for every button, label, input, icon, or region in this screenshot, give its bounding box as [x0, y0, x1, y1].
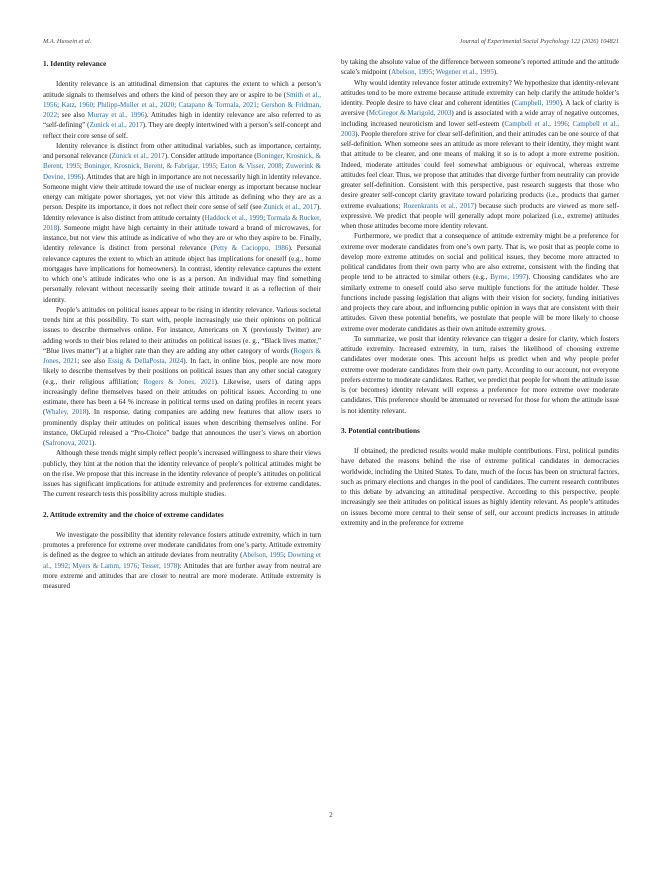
paragraph: To summarize, we posit that identity relevance can trigger a desire for clarity, which fosters attitude extremity. Increased extremity, in turn, raises the likelihood of choosing extreme candidates over moderate ones. This account helps us predict when and why people prefer extreme over moderate candidates from their own party. According to our account, not everyone prefers extreme to moderate candidates. Rather, we predict that people for whom the attitude issue is (or becomes) identity relevant will express a preference for more extreme over moderate candidates. This preference should be attenuated or reversed for those for whom the attitude issue is not identity relevant.: [341, 334, 619, 415]
citation-link[interactable]: Smith et al., 1956: [43, 90, 321, 109]
text-segment: People’s attitudes on political issues appear to be rising in identity relevance. Various societal trends hint at this possibility. To start with, people increasingly use their opinions on political issues to describe themselves online. For instance, Americans on X (previously Twitter) are adding words to their bios related to their attitudes on political issues (e. g., “Black lives matter,” “Blue lives matter”) at a higher rate than they are adding any other category of words (: [43, 305, 321, 355]
text-segment: ; see also: [77, 357, 108, 365]
paragraph: [341, 231, 619, 334]
text-segment: ;: [283, 551, 288, 560]
citation-link[interactable]: Campbell et al., 2003: [341, 119, 619, 138]
text-segment: ). Someone might have high certainty in their attitude toward a brand of microwaves, for instance, but not view this attitude as indicative of who they are or who they aspire to be. Finally, identity relevance is distinct from personal relevance (: [43, 223, 321, 253]
citation-link[interactable]: Katz, 1960: [61, 100, 93, 109]
citation-link[interactable]: Safronova, 2021: [45, 439, 92, 447]
text-segment: ;: [174, 100, 179, 109]
citation-link[interactable]: Catapano & Tormala, 2021: [178, 100, 257, 109]
citation-link[interactable]: Campbell et al., 1996: [504, 119, 568, 128]
paragraph: [43, 530, 321, 592]
citation-link[interactable]: Myers & Lamm, 1976: [72, 561, 138, 570]
paragraph: [341, 78, 619, 232]
text-segment: ) because such products are viewed as more self-expressive. We predict that people will generally adopt more polarized (i.e., extreme) attitudes when those attitudes become more identity relevant.: [341, 201, 619, 230]
text-segment: ). In fact, in online bios, people are now more likely to describe themselves by their positions on political issues than any other social category (e.g., their religious affiliation;: [43, 357, 321, 386]
citation-link[interactable]: Whaley, 2018: [45, 408, 87, 417]
text-segment: ). They are deeply intertwined with a person’s self-concept and reflect their core sense of self.: [43, 121, 321, 140]
paragraph: If obtained, the predicted results would make multiple contributions. First, political pundits have debated the reasons behind the rise of extreme political candidates in democracies worldwide, including the United States. To date, much of the focus has been on structural factors, such as primary elections and changes in the pool of candidates. The current research contributes to this debate by advancing an attitudinal perspective. According to this perspective, people increasingly see their attitudes on political issues as highly identity relevant. As people’s attitudes on issues become more central to their sense of self, our account predicts increases in attitude extremity and in the preference for extreme: [341, 447, 619, 527]
citation-link[interactable]: Zunick et al., 2017: [89, 121, 143, 130]
section-3-heading: 3. Potential contributions: [341, 425, 420, 435]
text-segment: ;: [79, 162, 85, 171]
right-column: [341, 57, 619, 528]
text-segment: ): Attitudes that are further away from neutral are more extreme and attitudes that are closer to neutral are more moderate. Attitude extremity is measured: [43, 561, 322, 590]
citation-link[interactable]: Eaton & Visser, 2008: [220, 162, 282, 171]
text-segment: ).: [91, 439, 97, 447]
citation-link[interactable]: Haddock et al., 1999: [204, 213, 264, 222]
text-segment: ).: [493, 68, 498, 77]
text-segment: ). A lack of clarity is aversive (: [341, 99, 619, 118]
text-segment: ;: [57, 100, 62, 109]
citation-link[interactable]: Tormala & Rucker, 2018: [43, 213, 322, 232]
text-segment: by taking the absolute value of the difference between someone’s reported attitude and the attitude scale’s midpoint (: [341, 58, 619, 77]
paragraph: [43, 79, 321, 141]
text-segment: ;: [432, 68, 436, 77]
running-header-authors: M.A. Hussein et al.: [43, 38, 92, 45]
text-segment: ). Consider attitude importance (: [164, 152, 257, 160]
citation-link[interactable]: Zunick et al., 2017: [263, 203, 317, 212]
citation-link[interactable]: Abelson, 1995: [391, 68, 433, 77]
running-header-journal: Journal of Experimental Social Psychology 122 (2026) 104821: [459, 38, 619, 45]
text-segment: ). People therefore strive for clear self-definition, and their attitudes can be one source of that self-definition. When someone sees an attitude as more relevant to their identity, they might want that attitude to be clearer, and one means of making it so is to adopt a more extreme position. Indeed, moderate attitudes could feel somewhat ambiguous or equivocal, whereas extreme attitudes feel clear. Thus, we propose that attitudes that diverge further from neutrality can provide greater self-definition. Consistent with this perspective, past research suggests that those who desire greater self-concept clarity gravitate toward polarizing products (i.e., products that garner extreme evaluations;: [341, 129, 619, 210]
citation-link[interactable]: Byrne, 1997: [490, 273, 527, 282]
citation-link[interactable]: Boninger, Krosnick, & Berent, 1995: [43, 152, 321, 171]
text-segment: ;: [256, 100, 262, 109]
citation-link[interactable]: Rozenkrants et al., 2017: [403, 201, 475, 210]
section-2-heading: 2. Attitude extremity and the choice of extreme candidates: [43, 509, 224, 519]
citation-link[interactable]: Abelson, 1995: [242, 551, 284, 560]
citation-link[interactable]: Campbell, 1990: [514, 99, 560, 107]
citation-link[interactable]: Boninger, Krosnick, Berent, & Fabrigar, 1995: [84, 162, 216, 171]
citation-link[interactable]: Gershon & Fridman, 2022: [43, 100, 321, 119]
paragraph: [43, 305, 321, 449]
text-segment: We investigate the possibility that identity relevance fosters attitude extremity, which in turn promotes a preference for extreme over moderate candidates from one’s party. Attitude extremity is defined as the degree to which an attitude deviates from neutrality (: [43, 530, 321, 560]
citation-link[interactable]: Petty & Cacioppo, 1986: [213, 244, 289, 253]
section-1-heading: 1. Identity relevance: [43, 59, 107, 68]
paragraph: [43, 141, 321, 305]
text-segment: ). Likewise, users of dating apps increasingly define themselves based on their attitudes on political issues. According to one estimate, there has been a 64 % increase in political terms used on dating profiles in recent years (: [43, 377, 321, 417]
citation-link[interactable]: Zunick et al., 2017: [111, 152, 165, 160]
paragraph: Although these trends might simply reflect people’s increased willingness to share their views publicly, they hint at the notion that the identity relevance of people’s political attitudes might be on the rise. We propose that this increase in the identity relevance of people’s attitudes on political issues has significant implications for attitude extremity and preferences for extreme candidates. The current research tests this possibility across multiple studies.: [43, 449, 321, 499]
text-segment: ;: [567, 119, 573, 128]
left-column: [43, 57, 321, 591]
text-segment: ). In response, dating companies are adding new features that allow users to prominently display their attitudes on political issues when describing themselves online. For instance, OkCupid released a “Pro-Choice” badge that announces the user’s views on abortion (: [43, 408, 322, 447]
text-segment: ). Choosing candidates who are similarly extreme to oneself could also serve multiple functions for the attitude holder. These functions include passing legislation that aligns with their vision for society, funding initiatives and projects they care about, and influencing public opinion in ways that are consistent with their attitudes. Given these potential benefits, we postulate that people will be more likely to choose extreme over moderate candidates as their own attitude extremity grows.: [341, 273, 619, 333]
citation-link[interactable]: Wegener et al., 1995: [435, 68, 494, 77]
text-segment: Identity relevance is distinct from other attitudinal variables, such as importance, certainty, and personal relevance (: [43, 141, 321, 160]
citation-link[interactable]: Downing et al., 1992: [43, 551, 321, 570]
text-segment: ) and is associated with a wide array of negative outcomes, including increased neuroticism and lower self-esteem (: [341, 109, 619, 128]
citation-link[interactable]: Rogers & Jones, 2021: [43, 346, 321, 365]
text-segment: ;: [92, 100, 98, 109]
citation-link[interactable]: McGregor & Marigold, 2003: [368, 109, 452, 118]
citation-link[interactable]: Essig & DellaPosta, 2024: [107, 357, 184, 365]
text-segment: ). Personal relevance captures the extent to which an attitude object has implications for oneself (e.g., home mortgages have implications for homeowners). In contrast, identity relevance captures the extent to which one’s attitude indicates who one is as a person. An individual may find something personally relevant without necessarily seeing their attitude toward it as a reflection of their identity.: [43, 244, 322, 304]
text-segment: ). Identity relevance is also distinct from attitude certainty (: [43, 203, 321, 222]
citation-link[interactable]: Rogers & Jones, 2021: [143, 377, 215, 386]
page-number: 2: [329, 812, 333, 819]
text-segment: Furthermore, we predict that a consequence of attitude extremity might be a preference for extreme over moderate candidates from one’s own party. That is, we posit that as people come to develop more extreme attitudes on social and political issues, they become more attracted to political candidates from their own party who are also extreme, consistent with the finding that people tend to be attracted to similar others (e.g.,: [341, 232, 619, 282]
text-segment: ;: [215, 162, 221, 171]
text-segment: ; see also: [57, 111, 88, 119]
citation-link[interactable]: Zuwerink & Devine, 1996: [43, 162, 322, 181]
citation-link[interactable]: Philipp-Muller et al., 2020: [97, 100, 175, 109]
text-segment: ;: [281, 162, 286, 171]
text-segment: ;: [263, 213, 267, 222]
citation-link[interactable]: Murray et al., 1996: [87, 111, 145, 119]
text-segment: Identity relevance is an attitudinal dimension that captures the extent to which a person’s attitude signals to themselves and others the kind of person they are or aspire to be (: [43, 80, 321, 99]
text-segment: ). Attitudes high in identity relevance are also referred to as “self-defining” (: [43, 111, 321, 130]
text-segment: Why would identity relevance foster attitude extremity? We hypothesize that identity-relevant attitudes tend to be more extreme because attitude extremity can help clarify the attitude holder’s identity. People desire to have clear and coherent identities (: [341, 78, 619, 107]
text-segment: ;: [137, 561, 142, 570]
text-segment: ). Attitudes that are high in importance are not necessarily high in identity relevance. Someone might view their attitude toward the use of nuclear energy as important because nuclear energy can mitigate power shortages, yet not view this attitude as defining who they are as a person. Despite its importance, it does not reflect their core sense of self (see: [43, 172, 321, 212]
paragraph: [341, 57, 619, 78]
text-segment: ;: [68, 561, 73, 570]
citation-link[interactable]: Tesser, 1978: [141, 561, 178, 570]
